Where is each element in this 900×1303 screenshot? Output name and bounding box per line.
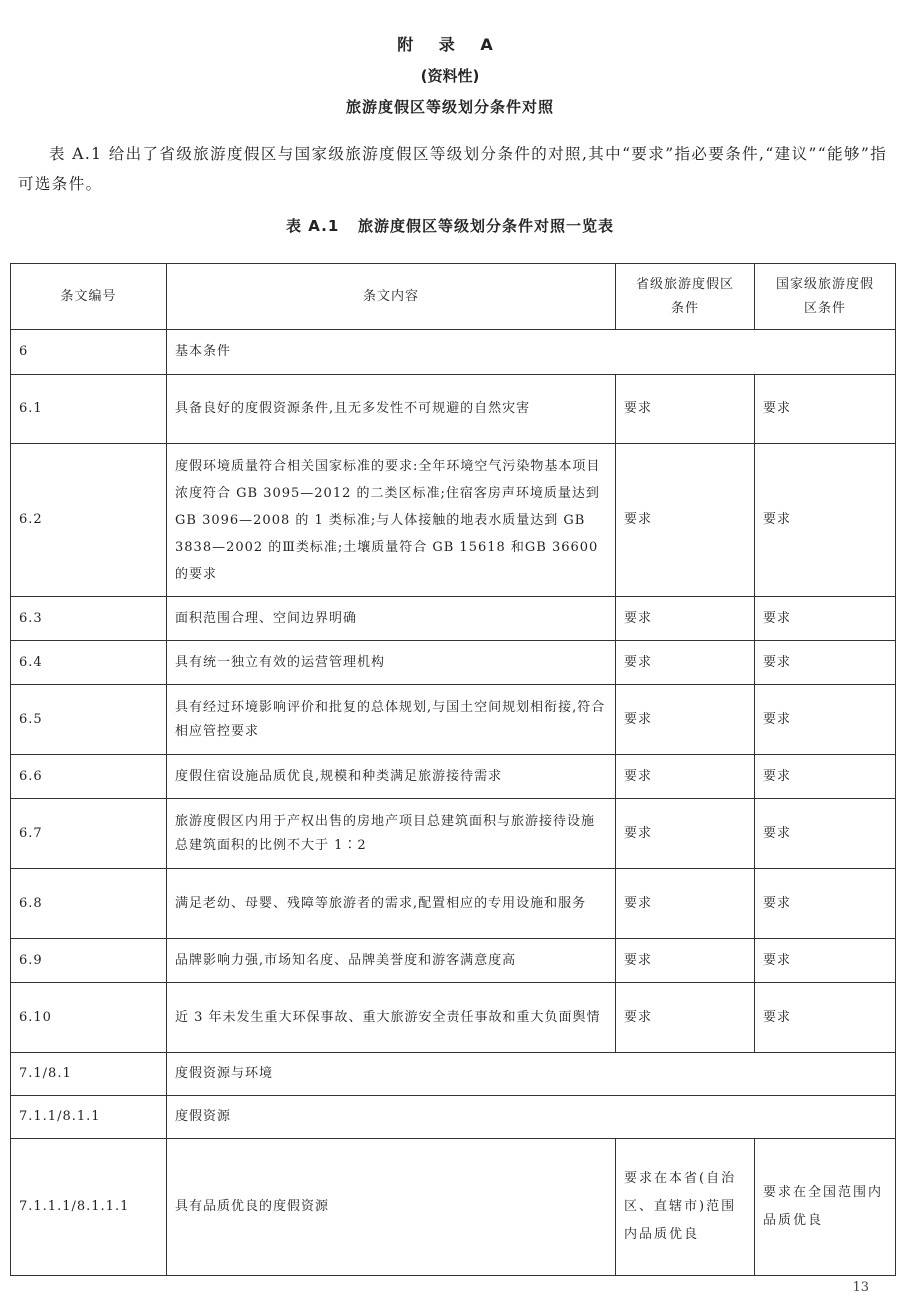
table-row (11, 869, 896, 939)
table-row (11, 685, 896, 755)
clause-no-cell: 6.10 (11, 983, 167, 1053)
clause-content-cell: 度假资源 (167, 1096, 896, 1139)
clause-content-cell: 具有经过环境影响评价和批复的总体规划,与国土空间规划相衔接,符合相应管控要求 (167, 685, 616, 755)
header-provincial: 省级旅游度假区条件 (616, 264, 755, 330)
national-cell: 要求 (755, 685, 896, 755)
national-cell: 要求 (755, 939, 896, 983)
appendix-nature: (资料性) (420, 67, 480, 85)
national-cell: 要求 (755, 799, 896, 869)
clause-no-cell: 6.3 (11, 597, 167, 641)
page-number: 13 (852, 1280, 869, 1295)
national-cell: 要求 (755, 641, 896, 685)
table-row (11, 641, 896, 685)
clause-content-cell: 度假资源与环境 (167, 1053, 896, 1096)
clause-no-cell: 6.6 (11, 755, 167, 799)
clause-content-cell: 面积范围合理、空间边界明确 (167, 597, 616, 641)
clause-no-cell: 6.4 (11, 641, 167, 685)
provincial-cell: 要求 (616, 685, 755, 755)
clause-no-cell: 7.1/8.1 (11, 1053, 167, 1096)
table-row (11, 939, 896, 983)
clause-no-cell: 7.1.1.1/8.1.1.1 (11, 1139, 167, 1276)
clause-content-cell: 度假环境质量符合相关国家标准的要求:全年环境空气污染物基本项目浓度符合 GB 3095—2012 的二类区标准;住宿客房声环境质量达到 GB 3096—2008 的 1 类标准;与人体接触的地表水质量达到 GB 3838—2002 的Ⅲ类标准;土壤质量符合 GB 15618 和GB 36600 的要求 (167, 444, 616, 597)
table-caption: 表 A.1 旅游度假区等级划分条件对照一览表 (286, 217, 614, 235)
table-row (11, 755, 896, 799)
provincial-cell: 要求在本省(自治区、直辖市)范围内品质优良 (616, 1139, 755, 1276)
provincial-cell: 要求 (616, 983, 755, 1053)
clause-no-cell: 6.7 (11, 799, 167, 869)
provincial-cell: 要求 (616, 755, 755, 799)
table-row (11, 799, 896, 869)
provincial-cell: 要求 (616, 939, 755, 983)
table-row (11, 1053, 896, 1096)
provincial-cell: 要求 (616, 641, 755, 685)
provincial-cell: 要求 (616, 444, 755, 597)
clause-no-cell: 6.2 (11, 444, 167, 597)
table-header-row (11, 264, 896, 330)
provincial-cell: 要求 (616, 375, 755, 444)
clause-content-cell: 旅游度假区内用于产权出售的房地产项目总建筑面积与旅游接待设施总建筑面积的比例不大于 1∶2 (167, 799, 616, 869)
clause-no-cell: 6 (11, 330, 167, 375)
table-row (11, 444, 896, 597)
provincial-cell: 要求 (616, 799, 755, 869)
table-row (11, 375, 896, 444)
clause-no-cell: 6.9 (11, 939, 167, 983)
comparison-table (10, 263, 896, 1276)
clause-content-cell: 基本条件 (167, 330, 896, 375)
table-row (11, 983, 896, 1053)
table-row (11, 330, 896, 375)
header-national: 国家级旅游度假区条件 (755, 264, 896, 330)
clause-content-cell: 具备良好的度假资源条件,且无多发性不可规避的自然灾害 (167, 375, 616, 444)
clause-no-cell: 6.8 (11, 869, 167, 939)
national-cell: 要求 (755, 983, 896, 1053)
clause-no-cell: 6.1 (11, 375, 167, 444)
clause-no-cell: 7.1.1/8.1.1 (11, 1096, 167, 1139)
header-clause-content: 条文内容 (167, 264, 616, 330)
clause-content-cell: 具有统一独立有效的运营管理机构 (167, 641, 616, 685)
appendix-label: 附 录 A (397, 35, 503, 54)
table-row (11, 597, 896, 641)
table-row (11, 1139, 896, 1276)
national-cell: 要求 (755, 444, 896, 597)
clause-content-cell: 品牌影响力强,市场知名度、品牌美誉度和游客满意度高 (167, 939, 616, 983)
clause-no-cell: 6.5 (11, 685, 167, 755)
header-clause-no: 条文编号 (11, 264, 167, 330)
national-cell: 要求 (755, 375, 896, 444)
national-cell: 要求 (755, 755, 896, 799)
table-row (11, 1096, 896, 1139)
clause-content-cell: 满足老幼、母婴、残障等旅游者的需求,配置相应的专用设施和服务 (167, 869, 616, 939)
clause-content-cell: 近 3 年未发生重大环保事故、重大旅游安全责任事故和重大负面舆情 (167, 983, 616, 1053)
national-cell: 要求在全国范围内品质优良 (755, 1139, 896, 1276)
national-cell: 要求 (755, 869, 896, 939)
appendix-heading: 旅游度假区等级划分条件对照 (345, 98, 554, 116)
national-cell: 要求 (755, 597, 896, 641)
provincial-cell: 要求 (616, 597, 755, 641)
provincial-cell: 要求 (616, 869, 755, 939)
clause-content-cell: 度假住宿设施品质优良,规模和种类满足旅游接待需求 (167, 755, 616, 799)
clause-content-cell: 具有品质优良的度假资源 (167, 1139, 616, 1276)
intro-paragraph: 表 A.1 给出了省级旅游度假区与国家级旅游度假区等级划分条件的对照,其中“要求”指必要条件,“建议”“能够”指可选条件。 (18, 145, 888, 193)
